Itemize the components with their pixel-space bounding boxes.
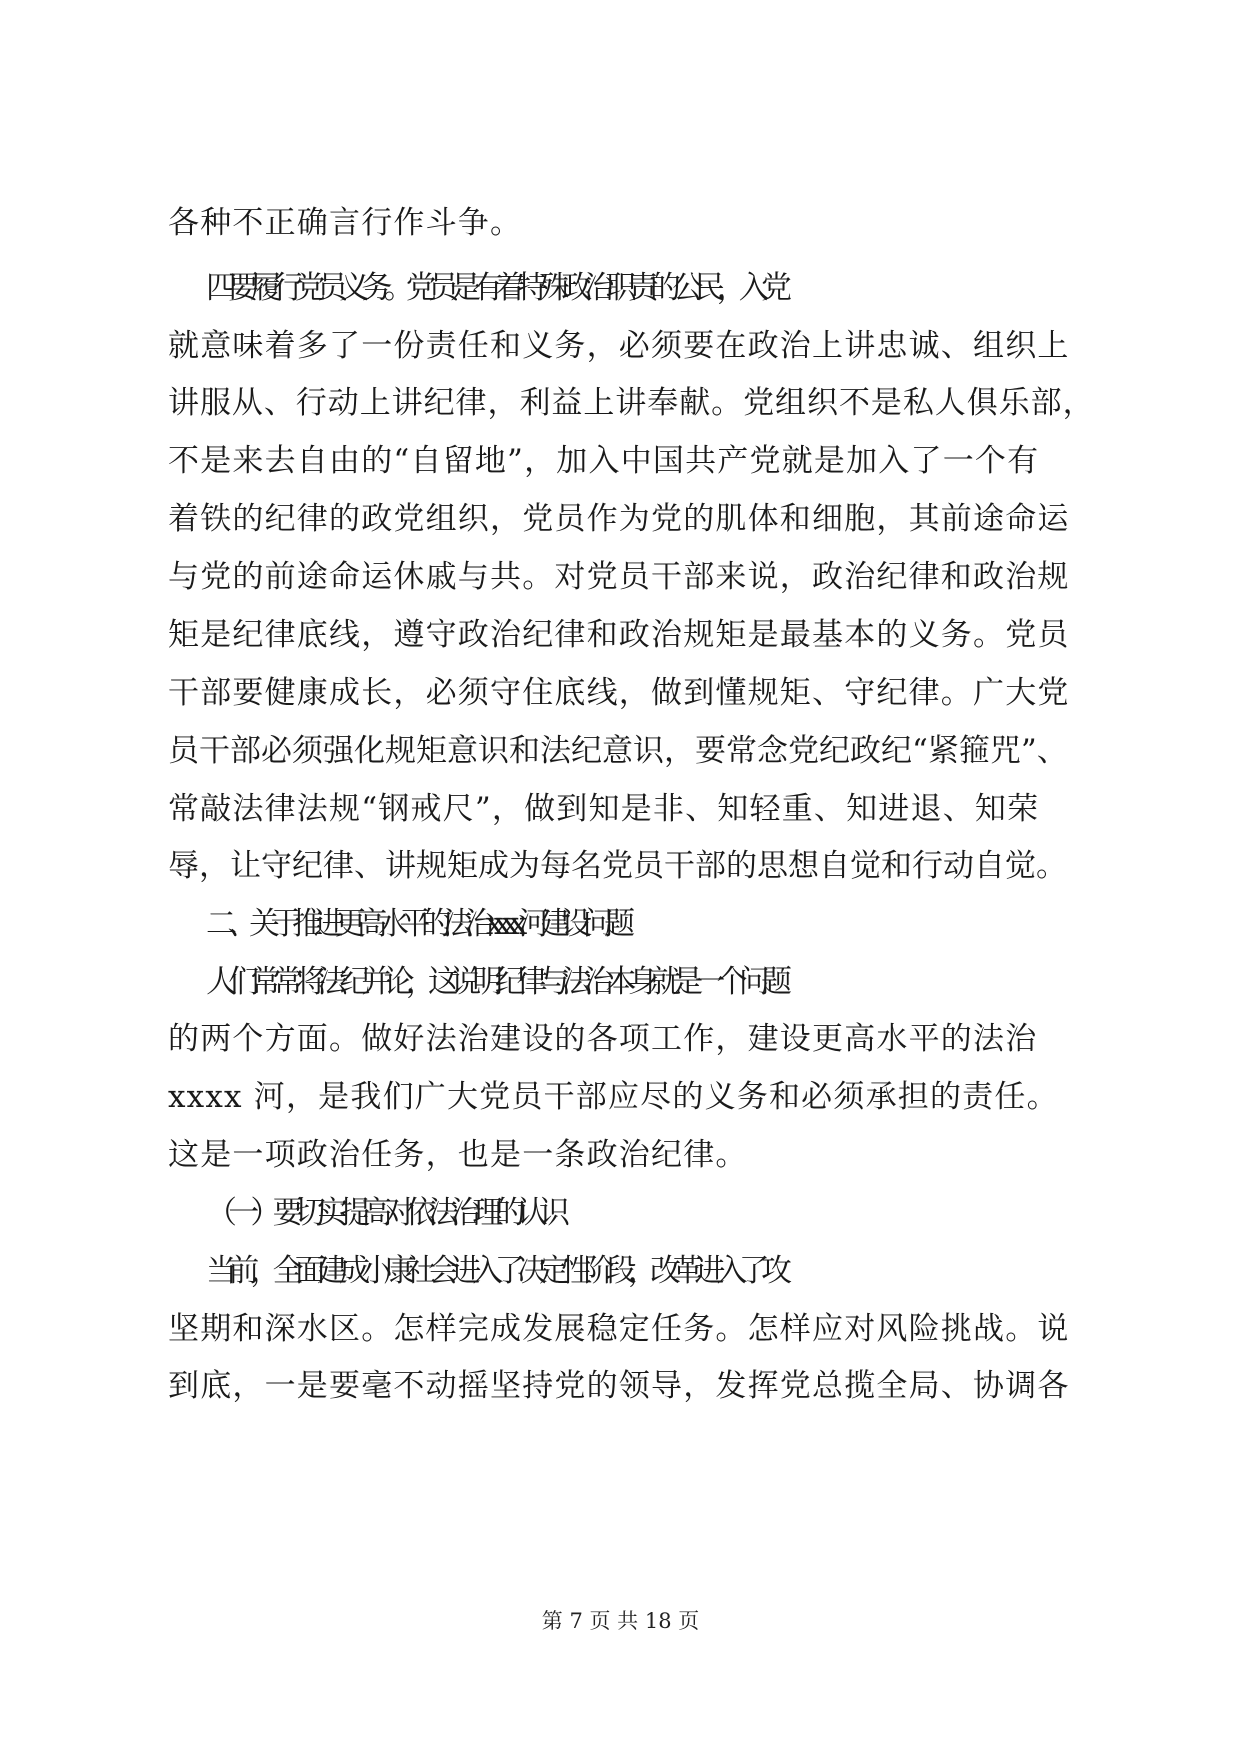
section-heading: 二、关于推进更高水平的法治 xxxx 河建设问题 — [206, 906, 626, 942]
text-line: 这是一项政治任务，也是一条政治纪律。 — [168, 1137, 748, 1173]
paragraph-current-start: 当前，全面建成小康社会进入了决定性阶段，改革进入了攻 — [206, 1253, 784, 1289]
text-line: 坚期和深水区。怎样完成发展稳定任务。怎样应对风险挑战。说 — [168, 1311, 1070, 1347]
text-line: 矩是纪律底线，遵守政治纪律和政治规矩是最基本的义务。党员 — [168, 617, 1070, 653]
text-line: 到底，一是要毫不动摇坚持党的领导，发挥党总揽全局、协调各 — [168, 1368, 1070, 1404]
text-line: 辱，让守纪律、讲规矩成为每名党员干部的思想自觉和行动自觉。 — [168, 848, 1067, 884]
page-footer: 第 7 页 共 18 页 — [541, 1609, 700, 1633]
paragraph-law-start: 人们常常将法纪并论，这说明纪律与法治本身就是一个问题 — [206, 964, 784, 1000]
text-line: 不是来去自由的“自留地”，加入中国共产党就是加入了一个有 — [168, 443, 1040, 479]
text-line: xxxx 河，是我们广大党员干部应尽的义务和必须承担的责任。 — [168, 1079, 1059, 1115]
text-line: 就意味着多了一份责任和义务，必须要在政治上讲忠诚、组织上 — [168, 328, 1070, 364]
text-line: 与党的前途命运休戚与共。对党员干部来说，政治纪律和政治规 — [168, 559, 1070, 595]
text-line: 的两个方面。做好法治建设的各项工作，建设更高水平的法治 — [168, 1021, 1038, 1057]
text-line: 干部要健康成长，必须守住底线，做到懂规矩、守纪律。广大党 — [168, 675, 1070, 711]
subsection-heading: （一）要切实提高对依法治理的认识 — [206, 1195, 562, 1231]
text-line-continuation: 各种不正确言行作斗争。 — [168, 205, 523, 241]
text-line: 着铁的纪律的政党组织，党员作为党的肌体和细胞，其前途命运 — [168, 501, 1070, 537]
paragraph-duty-start: 四要履行党员义务。党员是有着特殊政治职责的公民，入党 — [206, 270, 784, 306]
text-line: 常敲法律法规“钢戒尺”，做到知是非、知轻重、知进退、知荣 — [168, 791, 1040, 827]
text-line: 员干部必须强化规矩意识和法纪意识，要常念党纪政纪“紧箍咒”、 — [168, 733, 1068, 769]
text-line: 讲服从、行动上讲纪律，利益上讲奉献。党组织不是私人俱乐部， — [168, 385, 1095, 421]
